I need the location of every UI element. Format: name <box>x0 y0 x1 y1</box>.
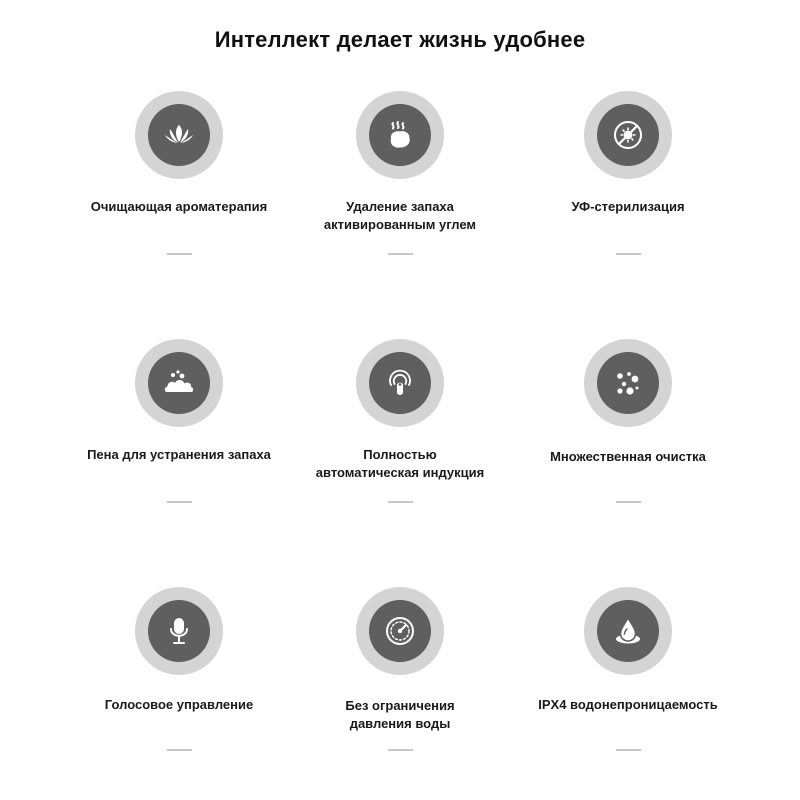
icon-ring <box>584 587 672 675</box>
auto-induction-icon <box>369 352 431 414</box>
divider <box>616 749 641 751</box>
water-drop-icon <box>597 600 659 662</box>
divider <box>167 253 192 255</box>
feature-label: Удаление запаха активированным углем <box>323 199 477 232</box>
microphone-icon <box>148 600 210 662</box>
icon-ring <box>584 339 672 427</box>
divider <box>388 253 413 255</box>
divider <box>616 501 641 503</box>
divider <box>167 501 192 503</box>
icon-ring <box>356 91 444 179</box>
icon-ring <box>135 91 223 179</box>
divider <box>388 749 413 751</box>
pressure-gauge-icon <box>369 600 431 662</box>
divider <box>388 501 413 503</box>
feature-charcoal <box>280 91 520 291</box>
feature-aromatherapy <box>59 91 299 291</box>
bubbles-icon <box>597 352 659 414</box>
feature-label: Полностью автоматическая индукция <box>315 447 485 480</box>
feature-waterproof <box>508 587 748 787</box>
feature-label: Без ограничения давления воды <box>345 698 455 731</box>
icon-ring <box>356 339 444 427</box>
lotus-icon <box>148 104 210 166</box>
feature-uv-sterilization <box>508 91 748 291</box>
feature-label: УФ-стерилизация <box>571 199 685 214</box>
icon-ring <box>356 587 444 675</box>
feature-voice-control <box>59 587 299 787</box>
feature-auto-induction <box>280 339 520 539</box>
feature-label: Множественная очистка <box>550 449 706 464</box>
page-title: Интеллект делает жизнь удобнее <box>214 27 586 52</box>
divider <box>616 253 641 255</box>
feature-foam <box>59 339 299 539</box>
icon-ring <box>135 339 223 427</box>
divider <box>167 749 192 751</box>
foam-cloud-icon <box>148 352 210 414</box>
feature-label: Очищающая ароматерапия <box>90 199 268 214</box>
uv-sterilization-icon <box>597 104 659 166</box>
charcoal-icon <box>369 104 431 166</box>
icon-ring <box>584 91 672 179</box>
feature-multi-cleaning <box>508 339 748 539</box>
feature-label: Пена для устранения запаха <box>87 447 271 462</box>
feature-water-pressure <box>280 587 520 787</box>
icon-ring <box>135 587 223 675</box>
feature-label: IPX4 водонепроницаемость <box>538 697 718 712</box>
feature-label: Голосовое управление <box>104 697 254 712</box>
